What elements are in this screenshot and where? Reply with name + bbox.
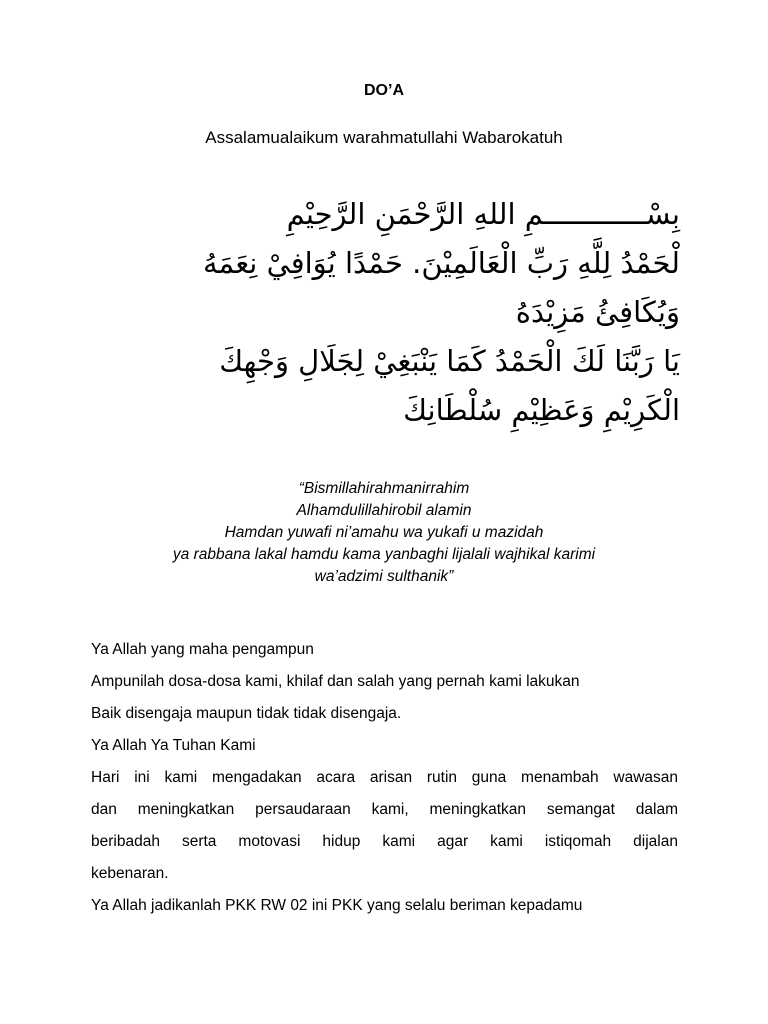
body-line: dan meningkatkan persaudaraan kami, meningkatkan semangat dalam	[91, 801, 678, 818]
arabic-line: يَا رَبَّنَا لَكَ الْحَمْدُ كَمَا يَنْبَغِيْ لِجَلَالِ وَجْهِكَ	[219, 344, 680, 378]
arabic-prayer	[88, 190, 680, 435]
body-line: Ya Allah Ya Tuhan Kami	[91, 737, 256, 754]
greeting-line: Assalamualaikum warahmatullahi Wabarokatuh	[205, 128, 563, 147]
body-line: beribadah serta motovasi hidup kami agar kami istiqomah dijalan	[91, 833, 678, 850]
body-line: Ya Allah yang maha pengampun	[91, 641, 314, 658]
document-title: DO’A	[364, 82, 404, 99]
prayer-body	[91, 634, 678, 922]
body-line: Ampunilah dosa-dosa kami, khilaf dan salah yang pernah kami lakukan	[91, 673, 580, 690]
body-line: Ya Allah jadikanlah PKK RW 02 ini PKK yang selalu beriman kepadamu	[91, 897, 583, 914]
transliteration-line: wa’adzimi sulthanik”	[314, 568, 454, 585]
transliteration-line: “Bismillahirahmanirrahim	[298, 480, 470, 497]
body-line: kebenaran.	[91, 865, 169, 882]
arabic-line: وَيُكَافِئُ مَزِيْدَهُ	[515, 295, 680, 329]
arabic-line: الْكَرِيْمِ وَعَظِيْمِ سُلْطَانِكَ	[403, 393, 680, 427]
transliteration-line: ya rabbana lakal hamdu kama yanbaghi lijalali wajhikal karimi	[172, 546, 596, 563]
transliteration-line: Hamdan yuwafi ni’amahu wa yukafi u mazidah	[224, 524, 544, 541]
arabic-line: بِسْــــــــــــمِ اللهِ الرَّحْمَنِ الرَّحِيْمِ	[286, 197, 680, 231]
transliteration-line: Alhamdulillahirobil alamin	[296, 502, 472, 519]
body-line: Hari ini kami mengadakan acara arisan rutin guna menambah wawasan	[91, 769, 678, 786]
transliteration-block	[0, 478, 768, 588]
arabic-line: لْحَمْدُ لِلَّهِ رَبِّ الْعَالَمِيْنَ. حَمْدًا يُوَافِيْ نِعَمَهُ	[203, 246, 680, 280]
body-line: Baik disengaja maupun tidak tidak disengaja.	[91, 705, 402, 722]
